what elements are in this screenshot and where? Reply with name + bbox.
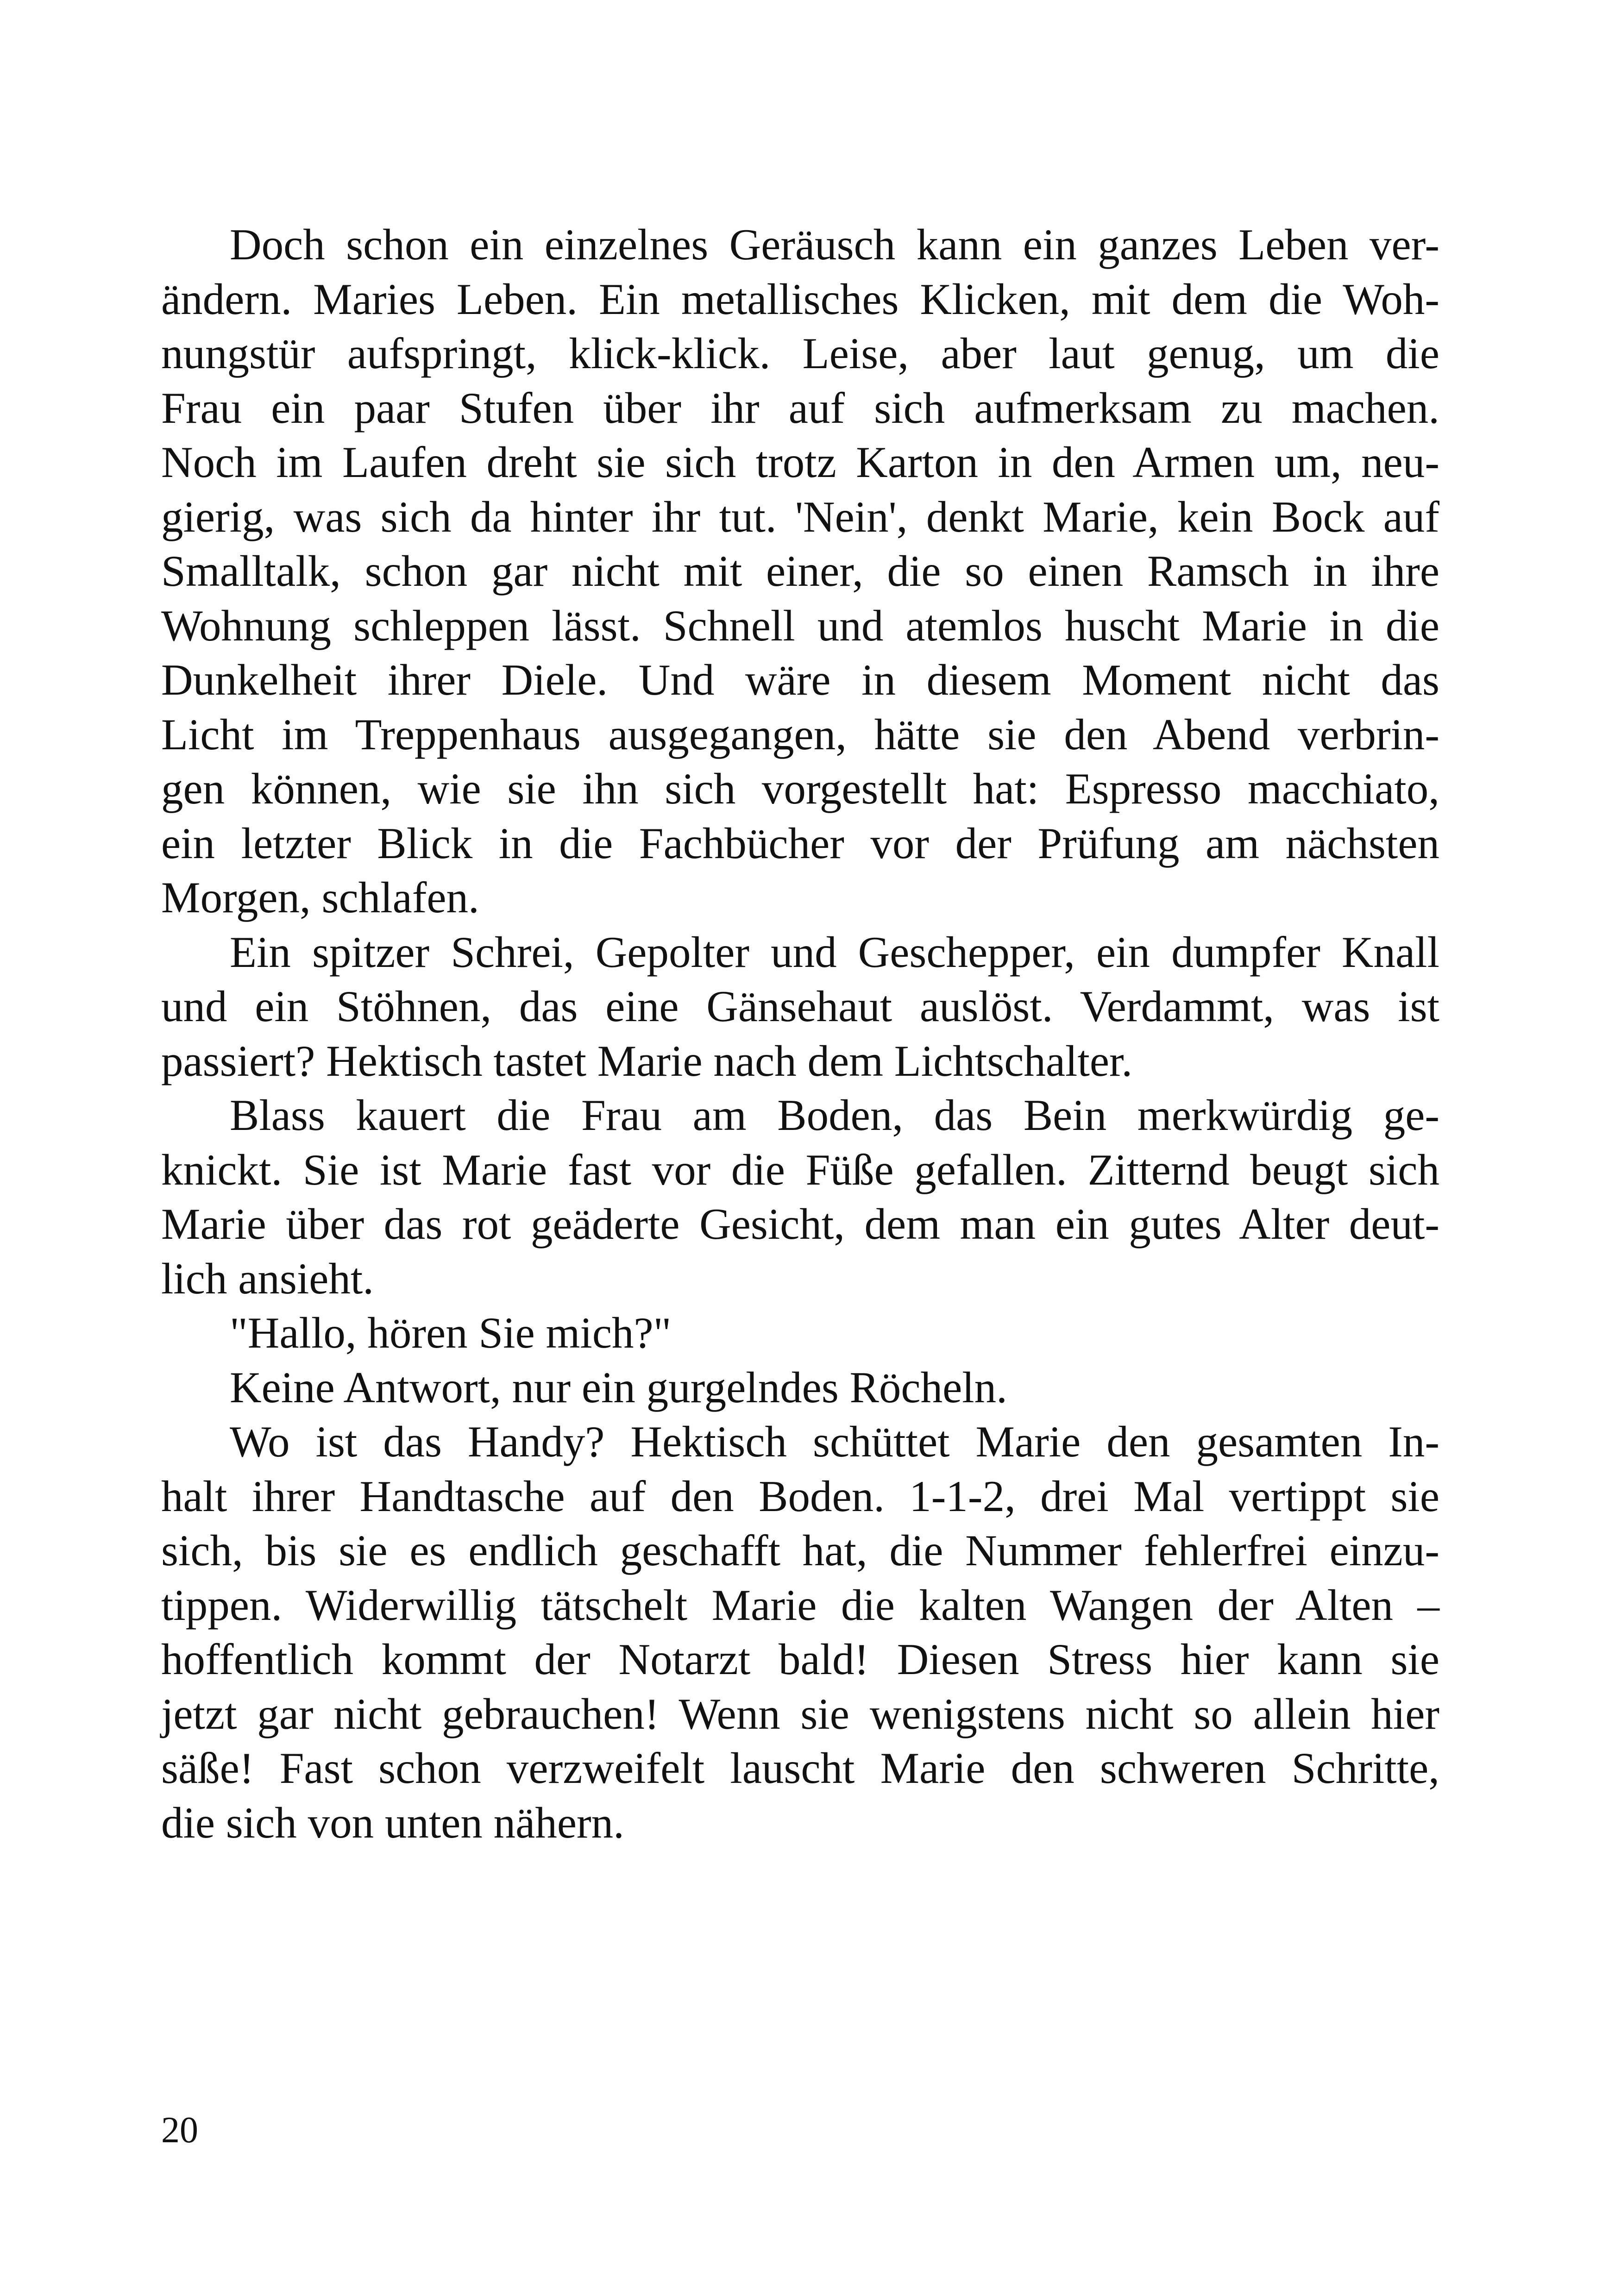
text-line: nungstür aufspringt, klick-klick. Leise, aber laut genug, um die <box>161 329 1439 378</box>
text-line: ein letzter Blick in die Fachbücher vor der Prüfung am nächsten <box>161 818 1439 868</box>
paragraph <box>161 1088 1439 1306</box>
text-line: Wohnung schleppen lässt. Schnell und atemlos huscht Marie in die <box>161 601 1439 650</box>
text-line: Dunkelheit ihrer Diele. Und wäre in diesem Moment nicht das <box>161 655 1439 704</box>
text-line: Morgen, schlafen. <box>161 873 479 922</box>
text-line: ändern. Maries Leben. Ein metallisches Klicken, mit dem die Woh- <box>161 274 1439 324</box>
text-line: Marie über das rot geäderte Gesicht, dem man ein gutes Alter deut- <box>161 1199 1439 1248</box>
text-line: jetzt gar nicht gebrauchen! Wenn sie wenigstens nicht so allein hier <box>161 1689 1439 1738</box>
text-line: Blass kauert die Frau am Boden, das Bein merkwürdig ge- <box>230 1091 1439 1140</box>
text-line: "Hallo, hören Sie mich?" <box>230 1308 672 1357</box>
text-line: Wo ist das Handy? Hektisch schüttet Marie den gesamten In- <box>230 1417 1439 1466</box>
paragraph <box>161 1415 1439 1850</box>
text-line: lich ansieht. <box>161 1254 374 1303</box>
paragraph <box>161 218 1439 925</box>
text-line: passiert? Hektisch tastet Marie nach dem Lichtschalter. <box>161 1036 1133 1085</box>
paragraph <box>161 925 1439 1089</box>
paragraph <box>161 1361 1439 1415</box>
text-line: knickt. Sie ist Marie fast vor die Füße gefallen. Zitternd beugt sich <box>161 1145 1439 1194</box>
text-line: und ein Stöhnen, das eine Gänsehaut auslöst. Verdammt, was ist <box>161 982 1439 1031</box>
text-line: Frau ein paar Stufen über ihr auf sich aufmerksam zu machen. <box>161 383 1439 433</box>
text-line: halt ihrer Handtasche auf den Boden. 1-1-2, drei Mal vertippt sie <box>161 1471 1439 1521</box>
text-line: sich, bis sie es endlich geschafft hat, die Nummer fehlerfrei einzu- <box>161 1526 1439 1575</box>
text-line: die sich von unten nähern. <box>161 1798 624 1847</box>
body-text <box>161 218 1439 1850</box>
text-line: Noch im Laufen dreht sie sich trotz Karton in den Armen um, neu- <box>161 438 1439 487</box>
text-line: säße! Fast schon verzweifelt lauscht Marie den schweren Schritte, <box>161 1744 1439 1793</box>
page-number: 20 <box>161 2110 198 2151</box>
text-line: hoffentlich kommt der Notarzt bald! Diesen Stress hier kann sie <box>161 1635 1439 1684</box>
text-line: Ein spitzer Schrei, Gepolter und Geschepper, ein dumpfer Knall <box>230 927 1439 977</box>
text-line: gen können, wie sie ihn sich vorgestellt hat: Espresso macchiato, <box>161 764 1439 813</box>
text-line: Licht im Treppenhaus ausgegangen, hätte sie den Abend verbrin- <box>161 709 1439 759</box>
text-line: Keine Antwort, nur ein gurgelndes Röcheln. <box>230 1362 1007 1412</box>
text-line: tippen. Widerwillig tätschelt Marie die kalten Wangen der Alten – <box>161 1580 1439 1630</box>
text-line: Doch schon ein einzelnes Geräusch kann ein ganzes Leben ver- <box>230 220 1439 269</box>
text-line: Smalltalk, schon gar nicht mit einer, die so einen Ramsch in ihre <box>161 546 1439 596</box>
paragraph <box>161 1306 1439 1361</box>
text-line: gierig, was sich da hinter ihr tut. 'Nein', denkt Marie, kein Bock auf <box>161 492 1439 541</box>
